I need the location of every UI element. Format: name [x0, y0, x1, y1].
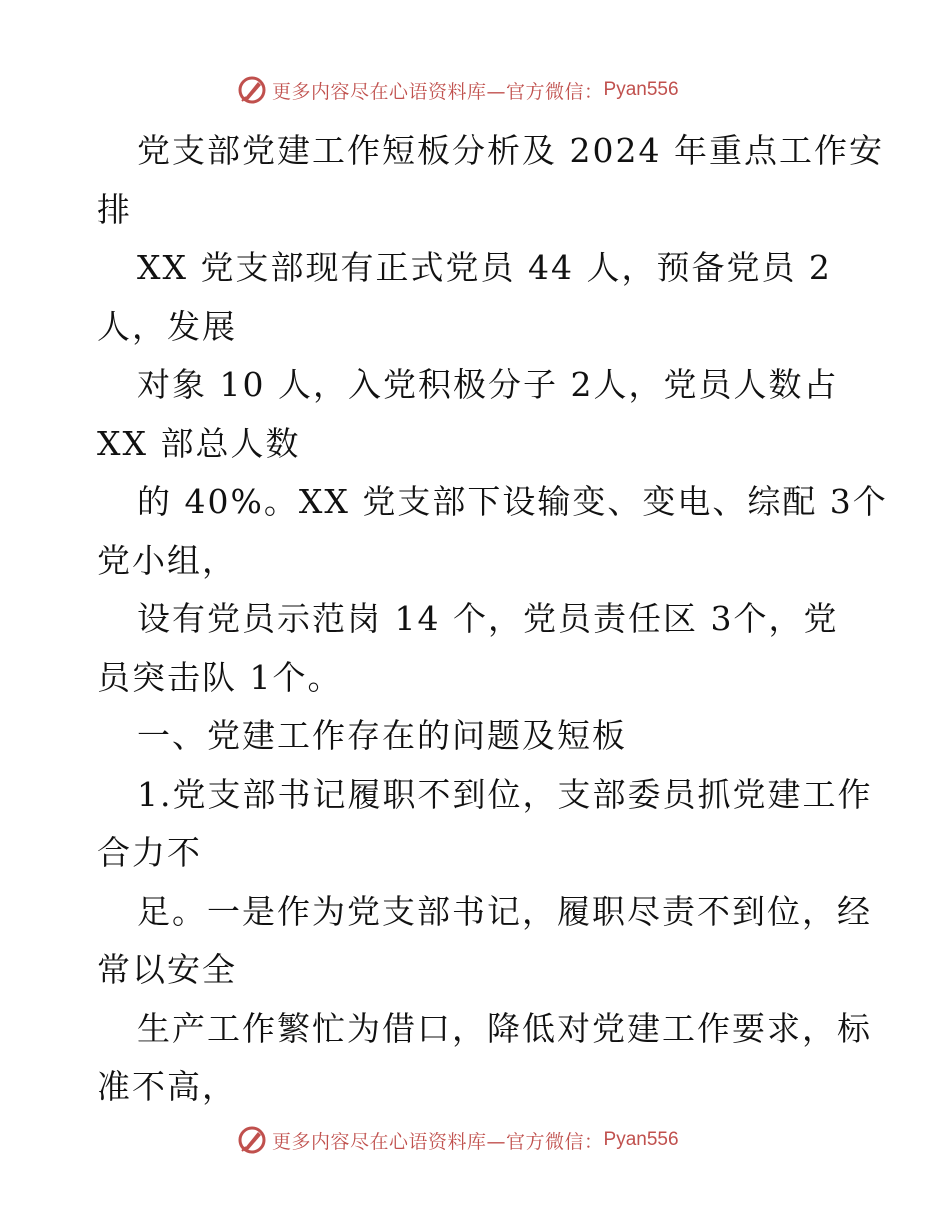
title-line-1: 党支部党建工作短板分析及 2024 年重点工作安	[137, 131, 884, 170]
paragraph-line: 的 40%。XX 党支部下设输变、变电、综配 3个	[137, 482, 888, 521]
title-line-2: 排	[97, 189, 132, 229]
paragraph-line: 生产工作繁忙为借口，降低对党建工作要求，标	[137, 1008, 872, 1048]
watermark-wechat-id: Pyan556	[603, 79, 679, 100]
paragraph-line: 人，发展	[97, 306, 237, 346]
document-body	[97, 122, 888, 1117]
paragraph-line: 足。一是作为党支部书记，履职尽责不到位，经	[137, 891, 872, 931]
section-heading: 一、党建工作存在的问题及短板	[137, 716, 627, 755]
quill-logo-icon	[236, 1124, 268, 1156]
paragraph-line: XX 部总人数	[97, 423, 301, 463]
paragraph-line: 对象 10 人，入党积极分子 2人，党员人数占	[137, 365, 839, 404]
watermark-text: 更多内容尽在心语资料库—官方微信：	[272, 80, 604, 103]
paragraph-line: XX 党支部现有正式党员 44 人，预备党员 2	[137, 248, 832, 287]
footer-watermark	[236, 1123, 679, 1157]
paragraph-line: 常以安全	[97, 950, 237, 989]
watermark-text: 更多内容尽在心语资料库—官方微信：	[272, 1130, 604, 1153]
paragraph-line: 合力不	[97, 833, 202, 872]
quill-logo-icon	[236, 74, 268, 106]
watermark-wechat-id: Pyan556	[603, 1129, 679, 1150]
paragraph-line: 设有党员示范岗 14 个，党员责任区 3个，党	[137, 599, 839, 638]
paragraph-line: 准不高，	[97, 1067, 237, 1106]
paragraph-line: 党小组，	[97, 540, 237, 580]
header-watermark	[236, 73, 679, 107]
paragraph-line: 员突击队 1个。	[97, 657, 343, 697]
paragraph-line: 1.党支部书记履职不到位，支部委员抓党建工作	[137, 774, 873, 814]
